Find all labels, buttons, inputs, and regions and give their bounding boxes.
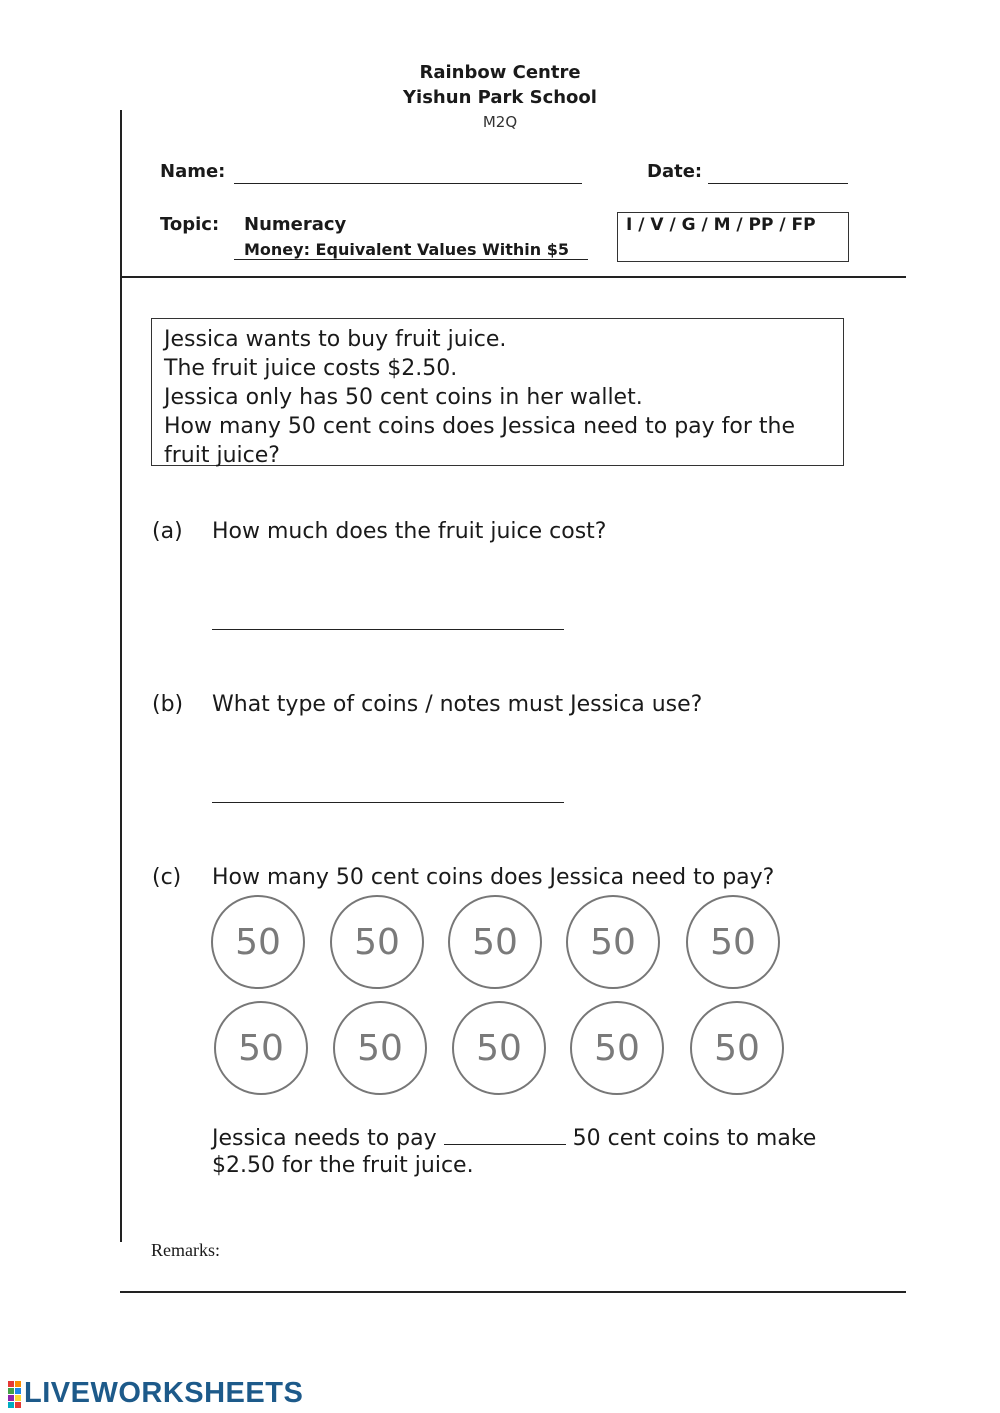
coin-50-cent[interactable]: 50 [570, 1001, 664, 1095]
school-subname: Yishun Park School [403, 87, 597, 108]
level-box [617, 212, 849, 262]
answer-sentence [212, 1124, 816, 1151]
level-options: I / V / G / M / PP / FP [626, 215, 816, 235]
answer-sentence-end: 50 cent coins to make [572, 1126, 817, 1151]
answer-sentence-start: Jessica needs to pay [212, 1126, 437, 1151]
problem-box [151, 318, 844, 466]
question-b-text: What type of coins / notes must Jessica use? [212, 692, 703, 717]
coin-50-cent[interactable]: 50 [690, 1001, 784, 1095]
coin-50-cent[interactable]: 50 [333, 1001, 427, 1095]
question-c-letter: (c) [152, 865, 182, 890]
question-a-letter: (a) [152, 519, 183, 544]
coin-50-cent[interactable]: 50 [211, 895, 305, 989]
problem-line: Jessica only has 50 cent coins in her wallet. [164, 385, 643, 410]
answer-c-field[interactable] [444, 1124, 566, 1145]
name-label: Name: [160, 161, 226, 182]
coin-50-cent[interactable]: 50 [566, 895, 660, 989]
name-field[interactable] [234, 183, 582, 184]
liveworksheets-brand: LIVEWORKSHEETS [24, 1377, 304, 1409]
problem-line: How many 50 cent coins does Jessica need to pay for the [164, 414, 796, 439]
answer-a-field[interactable] [212, 629, 564, 630]
topic-label: Topic: [160, 214, 220, 235]
liveworksheets-logo-icon [8, 1381, 22, 1408]
question-a-text: How much does the fruit juice cost? [212, 519, 607, 544]
coin-50-cent[interactable]: 50 [686, 895, 780, 989]
remarks-label: Remarks: [151, 1240, 220, 1260]
school-name: Rainbow Centre [419, 62, 581, 83]
problem-line: The fruit juice costs $2.50. [164, 356, 458, 381]
question-b-letter: (b) [152, 692, 184, 717]
subtopic-value: Money: Equivalent Values Within $5 [244, 240, 569, 259]
worksheet-code: M2Q [482, 113, 518, 131]
question-c-text: How many 50 cent coins does Jessica need to pay? [212, 865, 775, 890]
coin-50-cent[interactable]: 50 [214, 1001, 308, 1095]
problem-line: Jessica wants to buy fruit juice. [164, 327, 507, 352]
date-label: Date: [647, 161, 703, 182]
answer-sentence-line2: $2.50 for the fruit juice. [212, 1153, 474, 1178]
footer-divider [120, 1291, 906, 1293]
topic-value: Numeracy [244, 214, 347, 235]
problem-line: fruit juice? [164, 443, 280, 468]
coin-50-cent[interactable]: 50 [452, 1001, 546, 1095]
header-divider [120, 276, 906, 278]
date-field[interactable] [708, 183, 848, 184]
coin-50-cent[interactable]: 50 [448, 895, 542, 989]
coin-50-cent[interactable]: 50 [330, 895, 424, 989]
answer-b-field[interactable] [212, 802, 564, 803]
subtopic-underline [234, 259, 588, 260]
left-margin-line [120, 110, 122, 1242]
